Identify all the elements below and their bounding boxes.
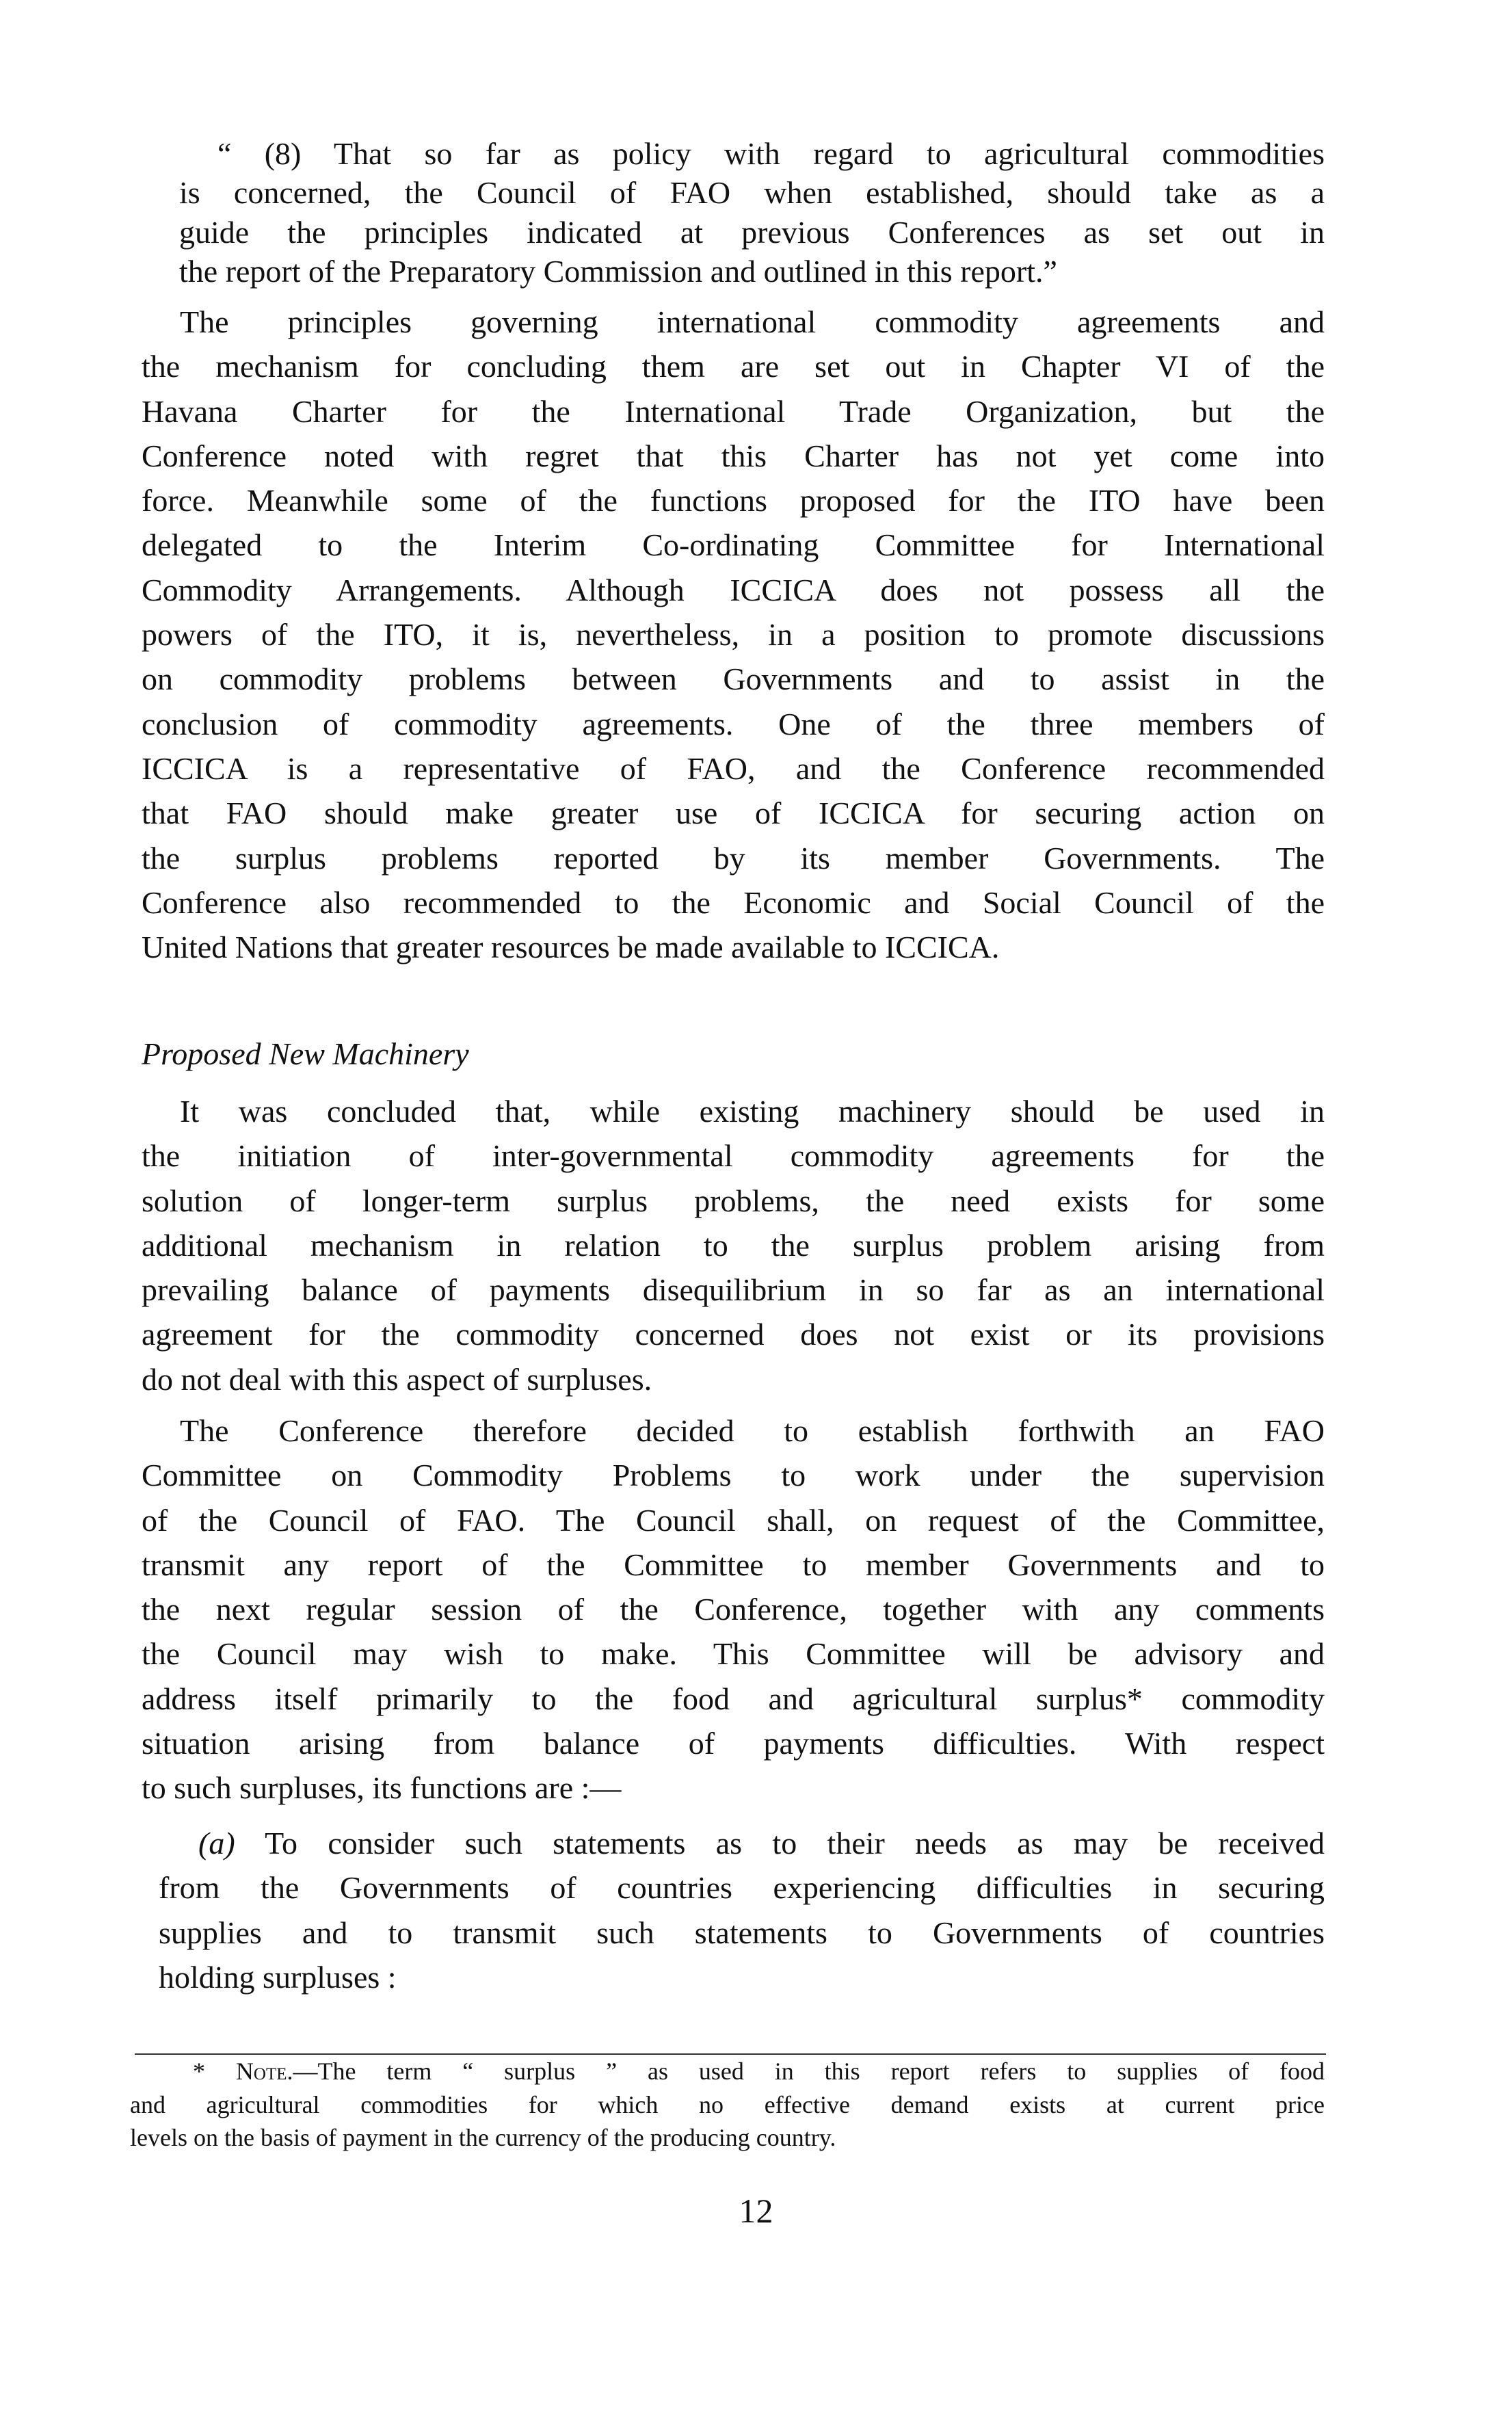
text-line: Conference also recommended to the Economic and Social Council of the [142, 884, 1325, 920]
footnote [130, 2055, 1325, 2155]
paragraph-existing-machinery [142, 1089, 1325, 1402]
text-line: ICCICA is a representative of FAO, and the Conference recommended [142, 750, 1325, 786]
text-line: transmit any report of the Committee to member Governments and to [142, 1547, 1325, 1582]
text-line: additional mechanism in relation to the surplus problem arising from [142, 1227, 1325, 1263]
text-line: Havana Charter for the International Trade Organization, but the [142, 393, 1325, 429]
section-heading: Proposed New Machinery [142, 1036, 469, 1071]
text-line: on commodity problems between Governments and to assist in the [142, 661, 1325, 697]
list-marker: (a) [198, 1826, 235, 1861]
text-line: address itself primarily to the food and agricultural surplus* commodity [142, 1681, 1325, 1716]
text-line: powers of the ITO, it is, nevertheless, in a position to promote discussions [142, 617, 1325, 653]
text-line: to such surpluses, its functions are :— [142, 1770, 622, 1806]
text-line: The principles governing international commodity agreements and [180, 304, 1325, 339]
item-text: To consider such statements as to their needs as may be received [265, 1826, 1325, 1861]
page-number: 12 [739, 2192, 773, 2230]
text-line: United Nations that greater resources be made available to ICCICA. [142, 930, 1000, 965]
text-line: the initiation of inter-governmental commodity agreements for the [142, 1138, 1325, 1174]
text-line: solution of longer-term surplus problems, the need exists for some [142, 1183, 1325, 1218]
text-line: The Conference therefore decided to establish forthwith an FAO [180, 1413, 1325, 1448]
text-line: the mechanism for concluding them are set out in Chapter VI of the [142, 349, 1325, 384]
quoted-recommendation [179, 134, 1325, 291]
text-line: supplies and to transmit such statements to Governments of countries [159, 1915, 1325, 1950]
text-line: agreement for the commodity concerned does not exist or its provisions [142, 1317, 1325, 1352]
text-line: that FAO should make greater use of ICCICA for securing action on [142, 796, 1325, 831]
text-line: the next regular session of the Conference, together with any comments [142, 1592, 1325, 1627]
text-line [159, 1821, 1325, 1865]
footnote-line: and agricultural commodities for which no effective demand exists at current price [130, 2090, 1325, 2118]
text-line: It was concluded that, while existing machinery should be used in [180, 1094, 1325, 1129]
text-line: force. Meanwhile some of the functions proposed for the ITO have been [142, 483, 1325, 518]
text-line: situation arising from balance of payments difficulties. With respect [142, 1726, 1325, 1761]
text-line: prevailing balance of payments disequilibrium in so far as an international [142, 1272, 1325, 1308]
footnote-text: —The term “ surplus ” as used in this report refers to supplies of food [293, 2058, 1325, 2085]
text-line: the surplus problems reported by its member Governments. The [142, 840, 1325, 876]
text-line: Commodity Arrangements. Although ICCICA does not possess all the [142, 572, 1325, 607]
quote-line: is concerned, the Council of FAO when established, should take as a [179, 175, 1325, 211]
footnote-asterisk: * [193, 2058, 205, 2085]
text-line: conclusion of commodity agreements. One of the three members of [142, 706, 1325, 741]
text-line: Conference noted with regret that this Charter has not yet come into [142, 438, 1325, 473]
quote-line: the report of the Preparatory Commission and outlined in this report.” [179, 253, 1057, 289]
paragraph-committee-on-commodity-problems [142, 1408, 1325, 1811]
footnote-line: levels on the basis of payment in the currency of the producing country. [130, 2124, 836, 2151]
text-line: do not deal with this aspect of surpluses. [142, 1361, 652, 1397]
list-item-a [159, 1821, 1325, 1999]
footnote-label: Note. [235, 2058, 293, 2085]
text-line: holding surpluses : [159, 1959, 397, 1995]
paragraph-commodity-agreements [142, 300, 1325, 969]
text-line: delegated to the Interim Co-ordinating Committee for International [142, 527, 1325, 563]
text-line: from the Governments of countries experiencing difficulties in securing [159, 1870, 1325, 1906]
quote-line: “ (8) That so far as policy with regard to agricultural commodities [217, 136, 1325, 171]
text-line: of the Council of FAO. The Council shall, on request of the Committee, [142, 1502, 1325, 1538]
text-line: the Council may wish to make. This Committee will be advisory and [142, 1636, 1325, 1672]
quote-line: guide the principles indicated at previous Conferences as set out in [179, 214, 1325, 250]
text-line: Committee on Commodity Problems to work under the supervision [142, 1458, 1325, 1493]
footnote-line [130, 2055, 1325, 2088]
